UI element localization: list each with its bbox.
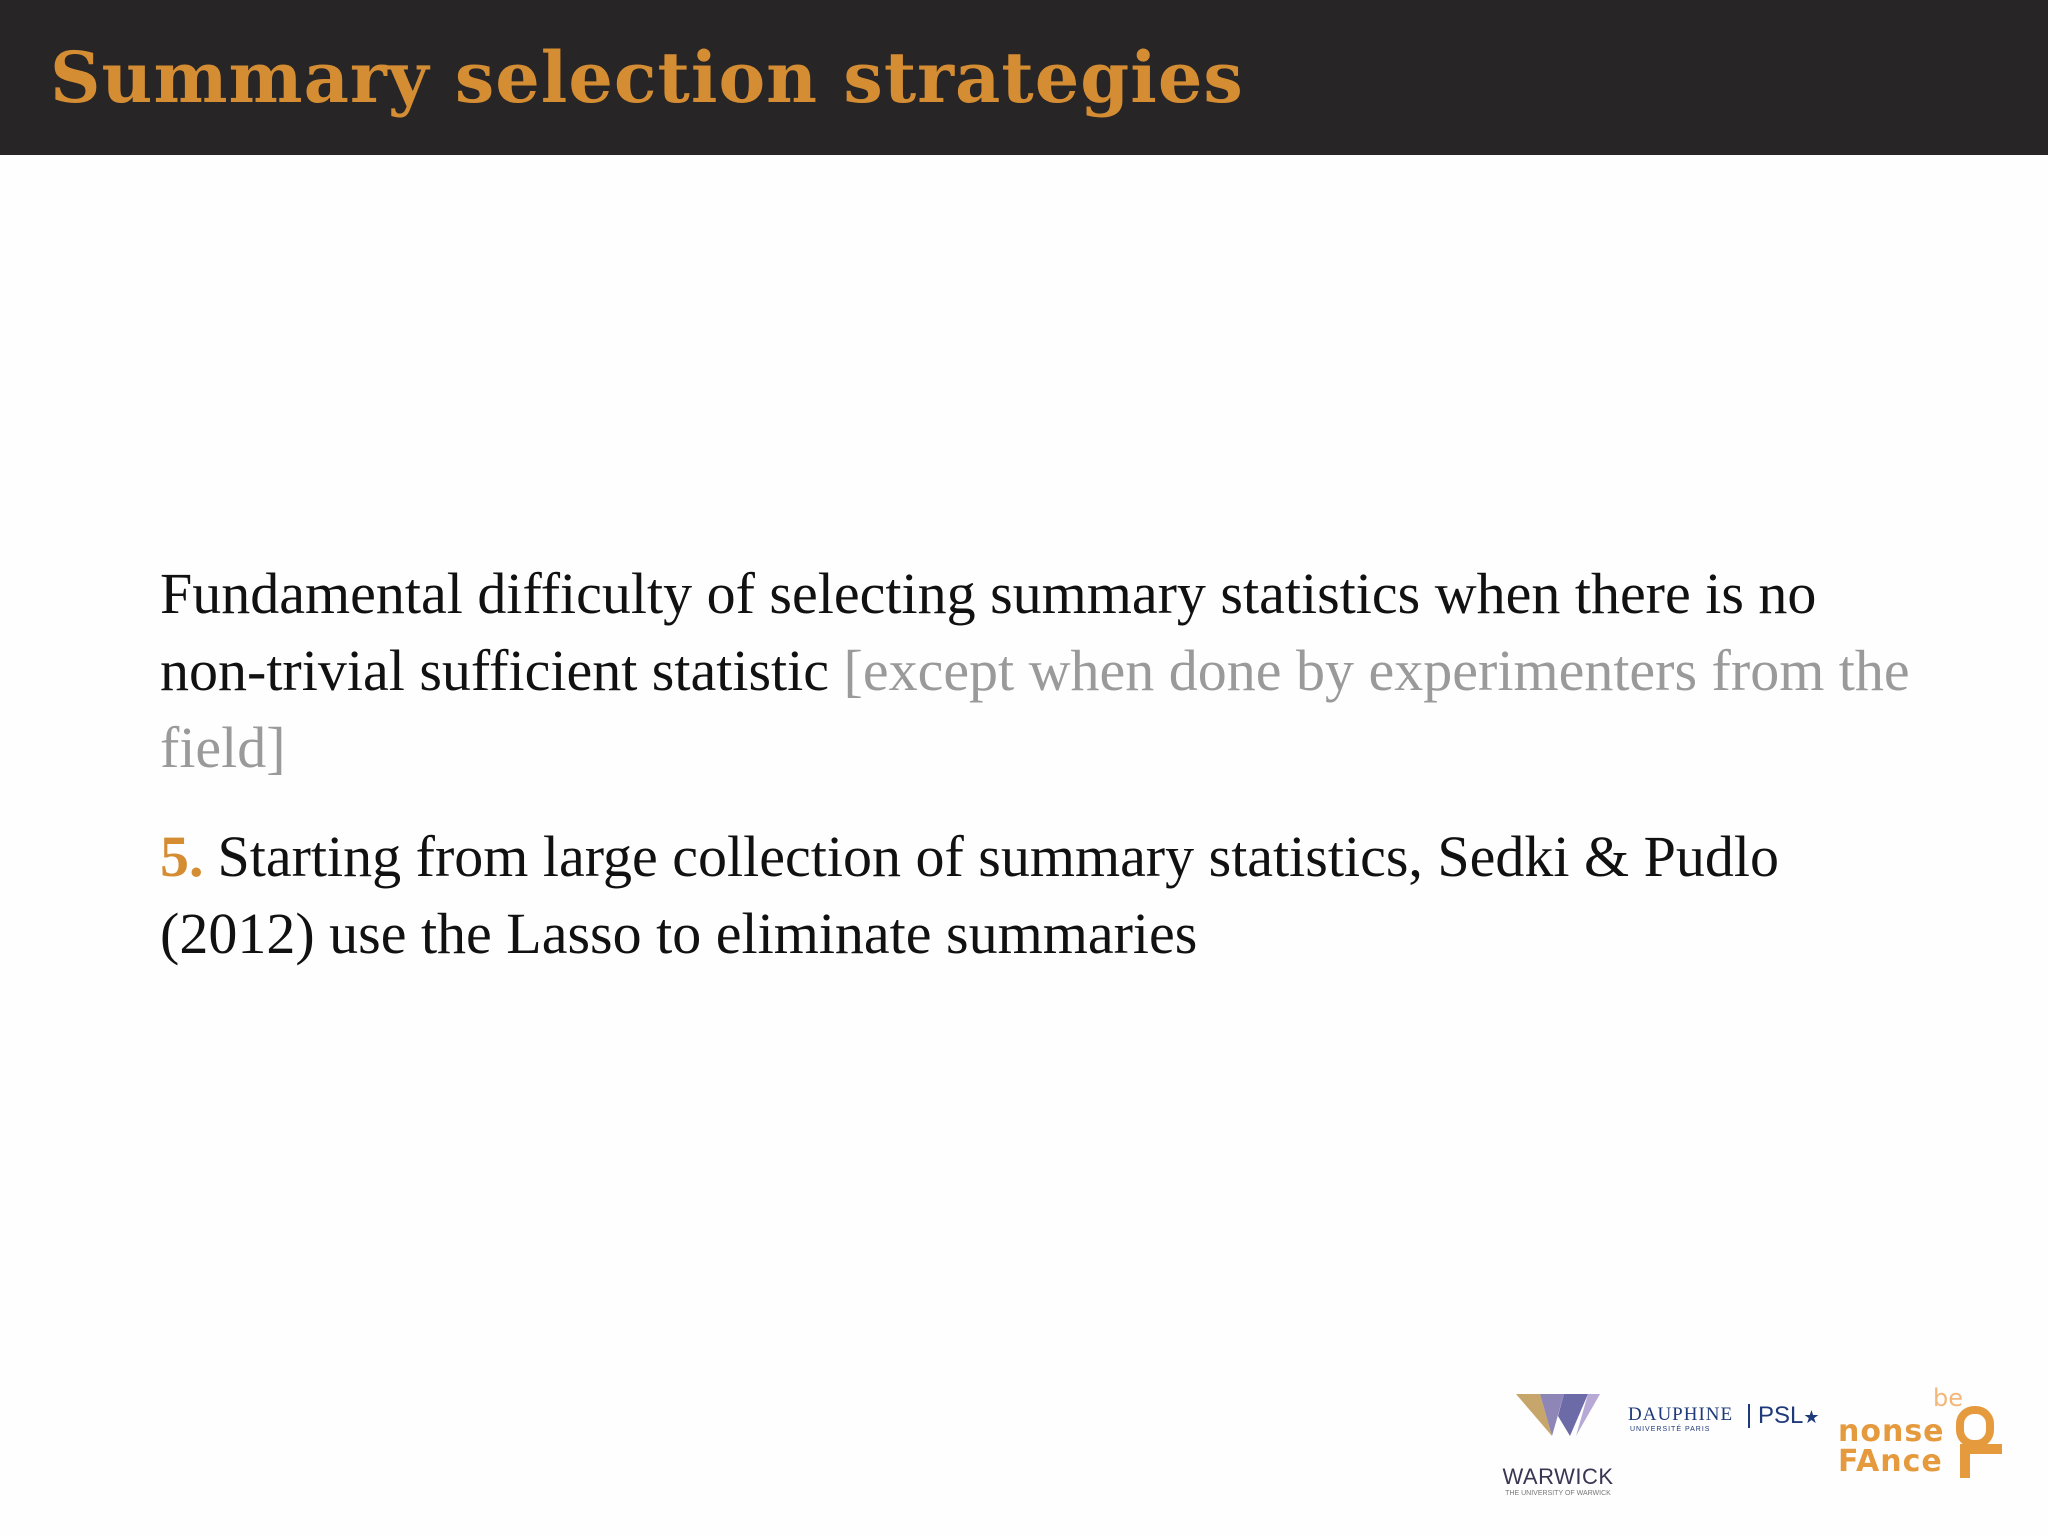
slide-title: Summary selection strategies — [50, 36, 1244, 119]
intro-paragraph — [160, 555, 1920, 786]
dauphine-subtitle: UNIVERSITÉ PARIS — [1630, 1426, 1711, 1433]
logo-divider — [1748, 1404, 1750, 1428]
title-bar — [0, 0, 2048, 155]
item-number: 5. — [160, 824, 204, 889]
warwick-subtitle: THE UNIVERSITY OF WARWICK — [1505, 1490, 1611, 1497]
warwick-emblem-icon — [1488, 1376, 1628, 1466]
psl-logo — [1758, 1402, 1820, 1430]
bayes-line2: FAnce — [1838, 1444, 1943, 1479]
bayesian-logo — [1838, 1384, 2008, 1524]
warwick-wordmark: WARWICK — [1502, 1464, 1614, 1489]
psl-wordmark: PSL — [1758, 1402, 1804, 1429]
intro-main-text: Fundamental difficulty of selecting summary statistics when there is no non-trivial sufficient statistic — [160, 561, 1817, 703]
warwick-logo — [1488, 1376, 1628, 1516]
slide-body — [160, 555, 1920, 972]
star-icon: ★ — [1803, 1407, 1820, 1427]
dauphine-wordmark: DAUPHINE — [1628, 1404, 1734, 1425]
bayes-mark-icon — [1956, 1404, 2006, 1484]
footer-logos — [1488, 1376, 2048, 1536]
item-text: Starting from large collection of summary statistics, Sedki & Pudlo (2012) use the Lasso to eliminate summaries — [160, 824, 1779, 966]
intro-aside-text: [except when done by experimenters from the field] — [160, 638, 1910, 780]
bayes-be-text: be — [1933, 1384, 1963, 1412]
numbered-item — [160, 818, 1920, 972]
bayes-line1: nonse — [1838, 1414, 1945, 1449]
